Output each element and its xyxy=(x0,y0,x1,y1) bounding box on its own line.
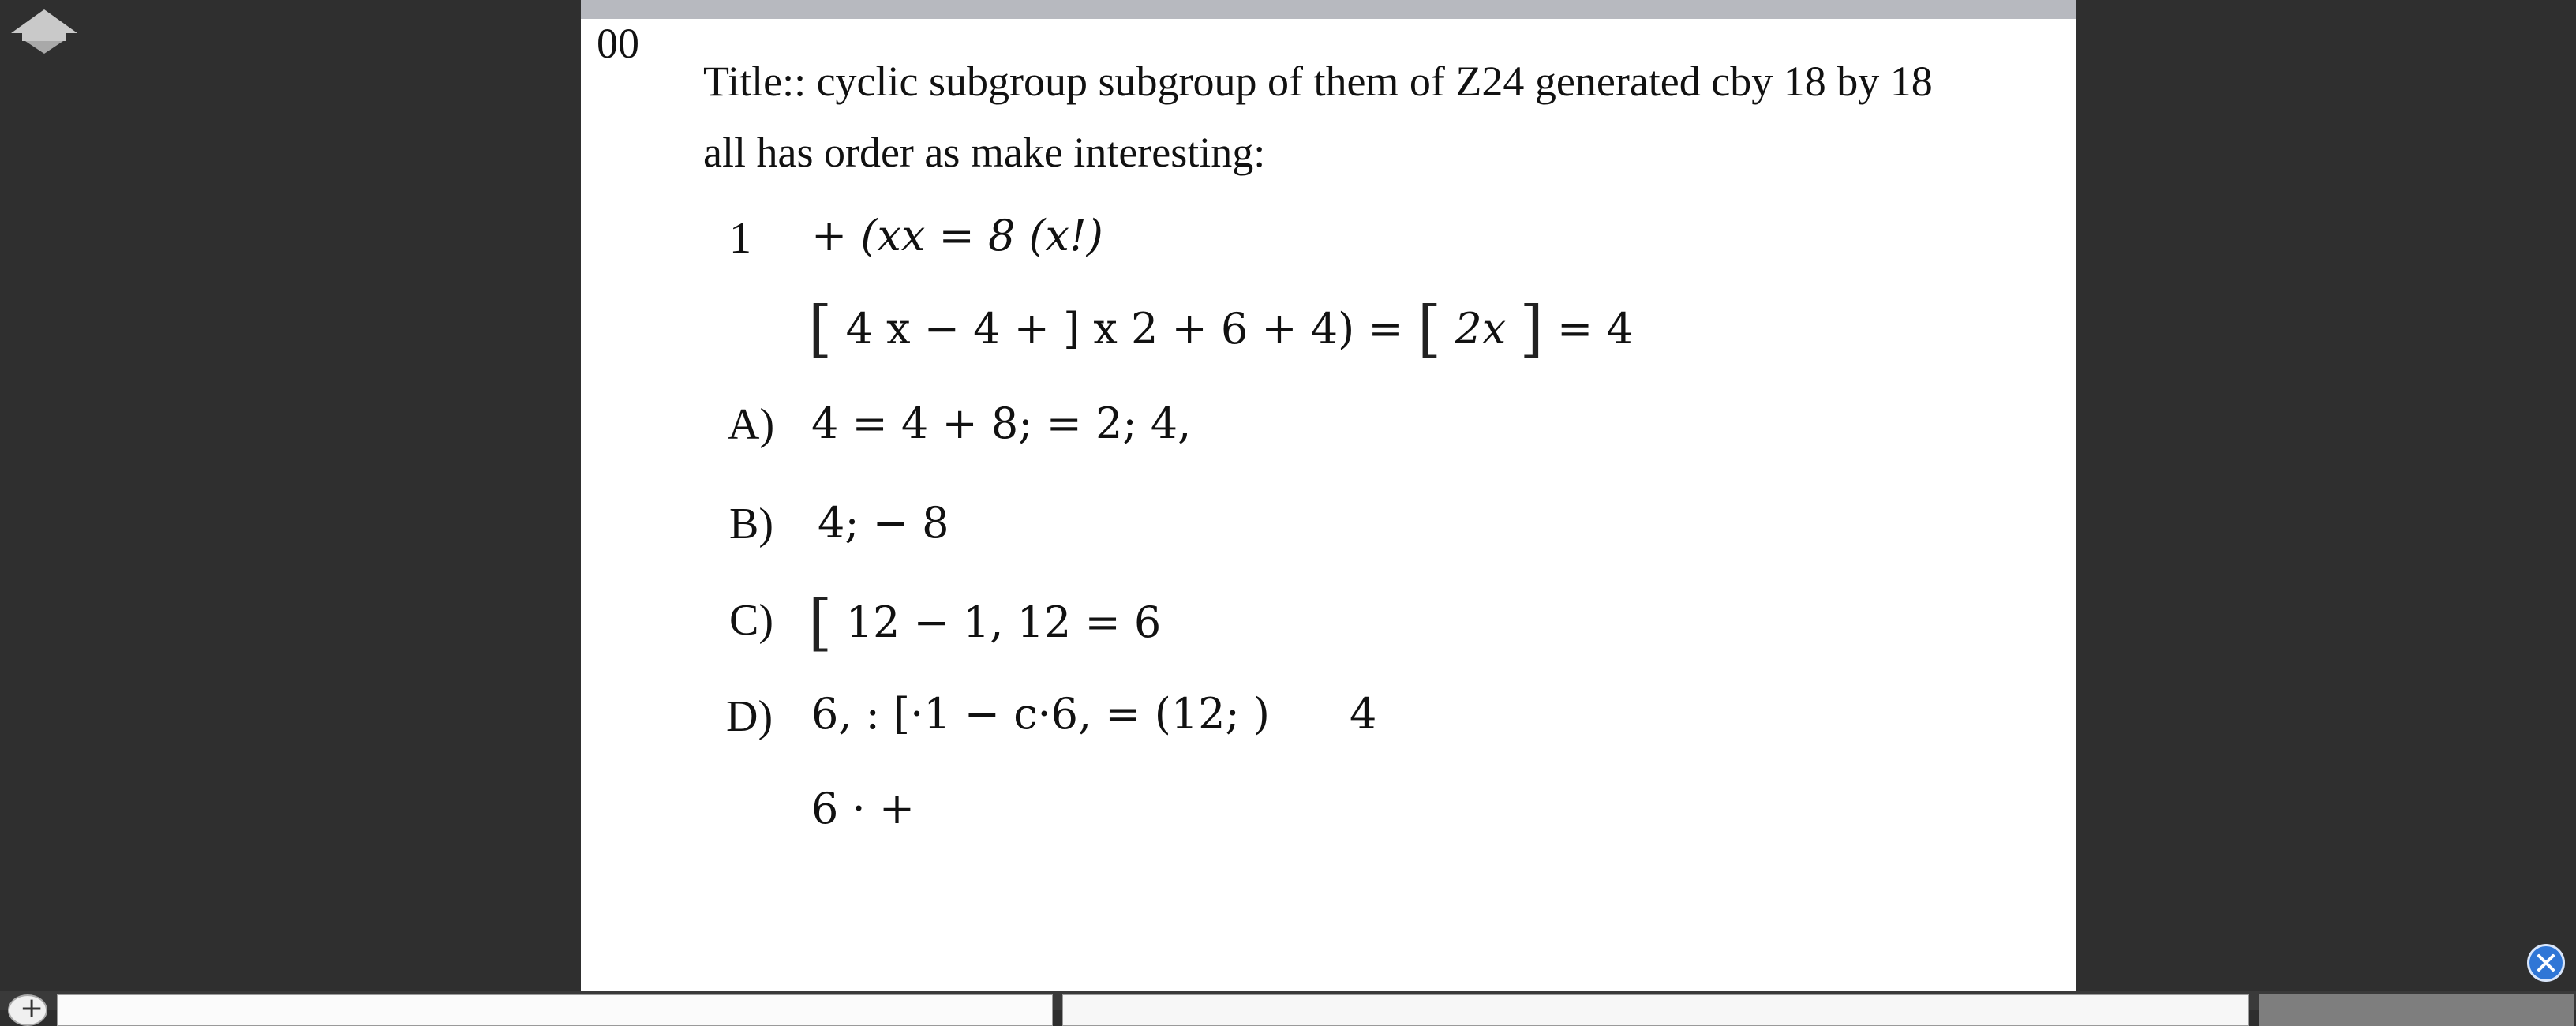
option-c-label[interactable]: C) xyxy=(729,596,773,645)
option-d-extra: 4 xyxy=(1350,689,1377,739)
option-d-label[interactable]: D) xyxy=(726,692,773,741)
equation-close-bracket: ] xyxy=(1519,294,1544,365)
option-b-label[interactable]: B) xyxy=(729,500,773,549)
plus-icon: + xyxy=(20,992,44,1024)
equation-inner: 2x xyxy=(1441,304,1520,354)
home-button[interactable] xyxy=(9,6,79,57)
step-expression: + (xx = 8 (x!) xyxy=(811,211,1103,260)
close-circle-icon xyxy=(2529,946,2563,979)
page-number: 00 xyxy=(597,20,639,67)
trailing-expression: 6 · + xyxy=(811,784,915,833)
page-top-bar xyxy=(581,0,2076,19)
equation-right: = 4 xyxy=(1543,304,1634,354)
bottom-toolbar xyxy=(0,991,2576,1024)
address-field[interactable] xyxy=(57,994,1053,1026)
equation-open-bracket: [ xyxy=(808,294,833,365)
option-c-bracket: [ xyxy=(808,587,833,658)
problem-title: Title:: cyclic subgroup subgroup of them of Z24 generated cby 18 by 18 xyxy=(703,58,1933,105)
home-icon xyxy=(9,6,79,57)
equation-left: 4 x − 4 + ] x 2 + 6 + 4) = xyxy=(832,304,1417,354)
secondary-field[interactable] xyxy=(1062,994,2249,1026)
option-a-text: 4 = 4 + 8; = 2; 4, xyxy=(811,399,1192,448)
step-number: 1 xyxy=(729,214,751,263)
toolbar-end-segment xyxy=(2259,994,2574,1026)
option-d-text: 6, : [·1 − c·6, = (12; ) xyxy=(811,689,1270,739)
equation-line xyxy=(808,294,1634,365)
document-page xyxy=(581,0,2076,991)
option-c-expression xyxy=(808,587,1162,658)
option-c-text: 12 − 1, 12 = 6 xyxy=(832,597,1162,647)
add-button[interactable] xyxy=(8,994,47,1026)
option-b-text: 4; − 8 xyxy=(818,498,949,548)
close-button[interactable] xyxy=(2527,944,2565,982)
option-a-label[interactable]: A) xyxy=(728,400,775,449)
problem-title-continuation: all has order as make interesting: xyxy=(703,129,1266,176)
equation-open-bracket-2: [ xyxy=(1417,294,1442,365)
